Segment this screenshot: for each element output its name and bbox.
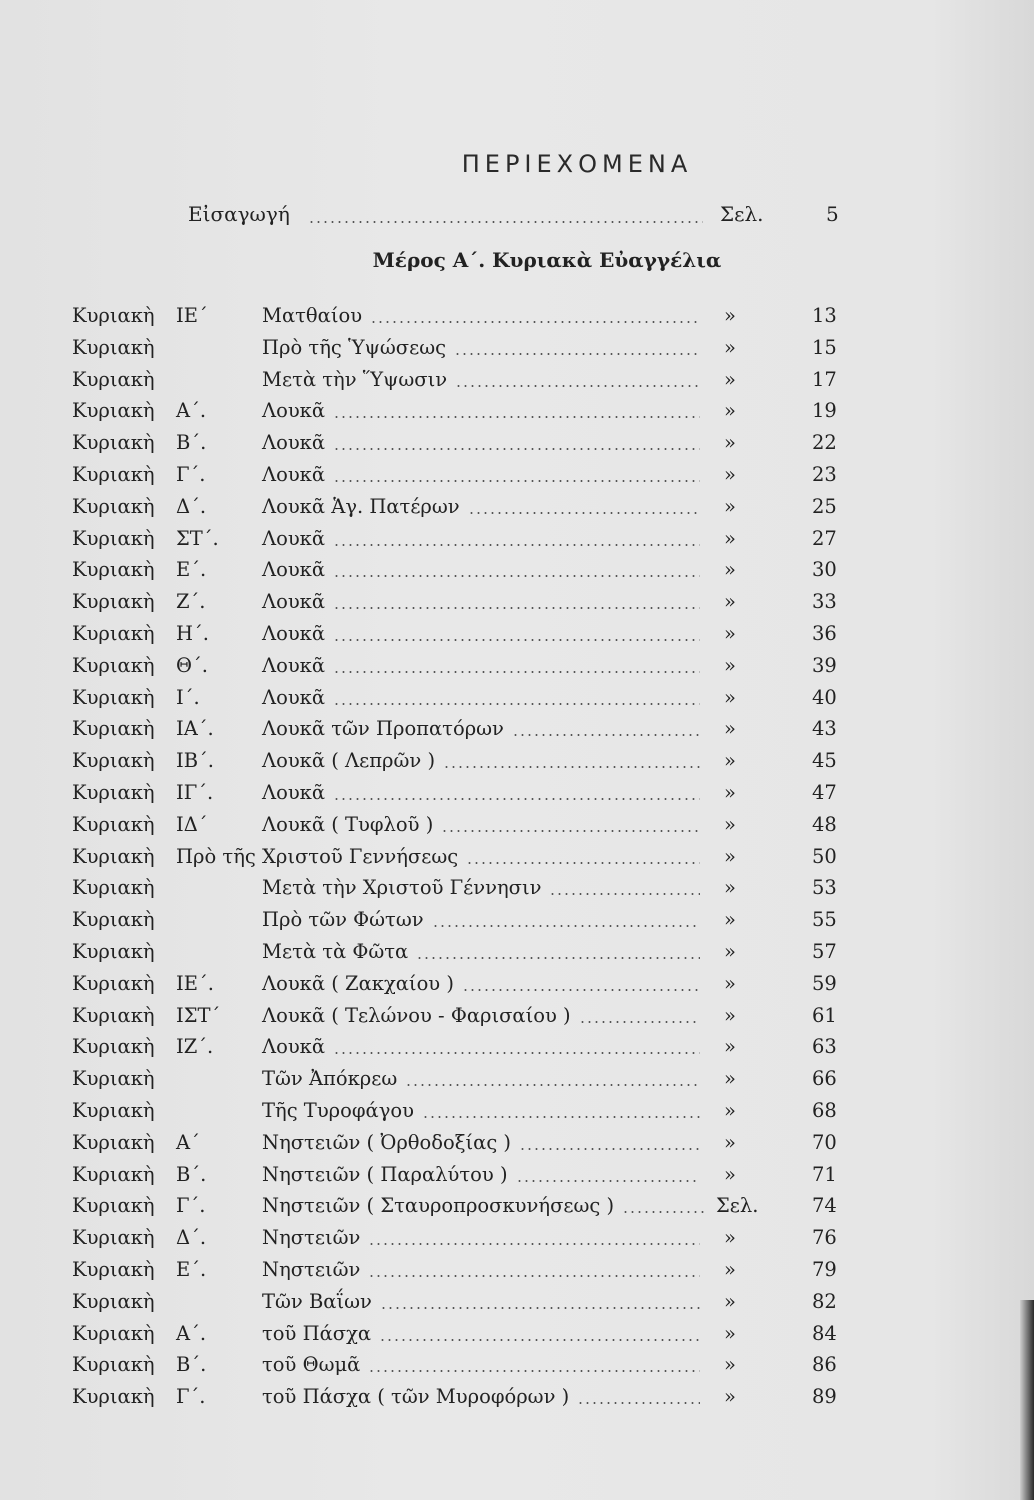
entry-page: 45 [812,749,837,773]
dot-leader [441,830,700,832]
entry-day: Κυριακὴ [72,1194,155,1218]
toc-row [0,745,1034,777]
dot-leader [577,1402,700,1404]
entry-mark: » [724,494,736,518]
dot-leader [333,480,700,482]
entry-title: Μετὰ τὴν Ὕψωσιν [262,367,448,391]
dot-leader [405,1084,700,1086]
entry-number: Γ΄. [176,1385,206,1409]
entry-number: Ε΄. [176,558,207,582]
dot-leader [368,1370,700,1372]
entry-number: ΣΤ΄. [176,526,219,550]
entry-page: 25 [812,494,837,518]
toc-row [0,1318,1034,1350]
entry-page: 57 [812,939,837,963]
entry-mark: » [724,1003,736,1027]
entry-title: Μετὰ τὴν Χριστοῦ Γέννησιν [262,876,542,900]
entry-day: Κυριακὴ [72,1353,155,1377]
entry-mark: » [724,558,736,582]
entry-mark: » [724,780,736,804]
entry-day: Κυριακὴ [72,621,155,645]
entry-day: Κυριακὴ [72,558,155,582]
entry-day: Κυριακὴ [72,653,155,677]
entry-day: Κυριακὴ [72,335,155,359]
dot-leader [333,448,700,450]
entry-mark: » [724,621,736,645]
entry-page: 53 [812,876,837,900]
toc-row [0,459,1034,491]
entry-title: Λουκᾶ ( Τελώνου - Φαρισαίου ) [262,1003,571,1027]
dot-leader [519,1148,700,1150]
entry-day: Κυριακὴ [72,1098,155,1122]
entry-mark: » [724,304,736,327]
entry-title: Λουκᾶ [262,653,326,677]
entry-page: 40 [812,685,837,709]
entry-mark: » [724,1098,736,1122]
entry-day: Κυριακὴ [72,844,155,868]
entry-mark: » [724,749,736,773]
dot-leader [549,893,700,895]
entry-day: Κυριακὴ [72,876,155,900]
dot-leader [422,1116,700,1118]
entry-page: 36 [812,621,837,645]
entry-page: 76 [812,1226,837,1250]
entry-day: Κυριακὴ [72,1035,155,1059]
entry-day: Κυριακὴ [72,494,155,518]
entry-number: ΙΔ΄ [176,812,208,836]
entry-mark: » [724,590,736,614]
entry-number: Γ΄. [176,1194,206,1218]
intro-row [188,202,843,242]
entry-page: 68 [812,1098,837,1122]
entry-page: 43 [812,717,837,741]
entry-page: 84 [812,1321,837,1345]
dot-leader [333,703,700,705]
entry-mark: » [724,367,736,391]
entry-number: ΙΣΤ΄ [176,1003,221,1027]
intro-page: 5 [826,202,839,226]
dot-leader [443,766,700,768]
entry-title: Πρὸ τῆς Ὑψώσεως [262,335,447,359]
entry-page: 55 [812,908,837,932]
entry-day: Κυριακὴ [72,1385,155,1409]
entry-page: 22 [812,431,837,455]
entry-page: 27 [812,526,837,550]
dot-leader [379,1339,700,1341]
entry-page: 70 [812,1130,837,1154]
dot-leader [468,512,700,514]
toc-row [0,586,1034,618]
entry-page: 86 [812,1353,837,1377]
entry-title: Λουκᾶ Ἁγ. Πατέρων [262,494,460,518]
entry-day: Κυριακὴ [72,1067,155,1091]
entry-day: Κυριακὴ [72,1257,155,1281]
entry-page: 19 [812,399,837,423]
toc-row [0,1000,1034,1032]
entry-title: τοῦ Πάσχα [262,1321,372,1345]
entry-number: Γ΄. [176,462,206,486]
entry-mark: » [724,844,736,868]
entry-day: Κυριακὴ [72,1226,155,1250]
toc-row [0,1127,1034,1159]
entry-mark: » [724,462,736,486]
entry-number: Α΄. [176,399,207,423]
dot-leader [416,957,700,959]
entry-number: Α΄. [176,1321,207,1345]
entry-number: Α΄ [176,1130,200,1154]
entry-mark: » [724,1321,736,1345]
entry-day: Κυριακὴ [72,812,155,836]
entry-number: Θ΄. [176,653,208,677]
entry-title: Λουκᾶ [262,1035,326,1059]
toc-row [0,1286,1034,1318]
entry-page: 15 [812,335,837,359]
entry-title: Λουκᾶ [262,685,326,709]
entry-title: Νηστειῶν [262,1226,361,1250]
entry-mark: » [724,526,736,550]
entry-title: Λουκᾶ [262,462,326,486]
entry-title: Λουκᾶ [262,399,326,423]
dot-leader [512,734,700,736]
toc-row [0,1381,1034,1413]
toc-row [0,300,1034,332]
entry-mark: » [724,908,736,932]
entry-day: Κυριακὴ [72,717,155,741]
entry-title: Ματθαίου [262,304,363,327]
entry-mark: » [724,1162,736,1186]
entry-title: Τῶν Ἀπόκρεω [262,1067,398,1091]
entry-title: Τῶν Βαΐων [262,1289,372,1313]
entry-mark: » [724,335,736,359]
entry-day: Κυριακὴ [72,590,155,614]
toc-row [0,1349,1034,1381]
toc-row [0,395,1034,427]
toc-row [0,618,1034,650]
entry-day: Κυριακὴ [72,1003,155,1027]
dot-leader [454,353,700,355]
entry-page: 82 [812,1289,837,1313]
dot-leader [516,1180,700,1182]
entry-day: Κυριακὴ [72,685,155,709]
toc-row [0,1031,1034,1063]
entry-number: Η΄. [176,621,209,645]
toc-row [0,1063,1034,1095]
entry-page: 74 [812,1194,837,1218]
entry-mark: Σελ. [716,1194,759,1218]
entry-page: 47 [812,780,837,804]
toc-row [0,682,1034,714]
entry-day: Κυριακὴ [72,1321,155,1345]
entry-day: Κυριακὴ [72,367,155,391]
toc-row [0,841,1034,873]
entry-number: ΙΖ΄. [176,1035,214,1059]
toc-row [0,1095,1034,1127]
dot-leader [370,321,700,323]
toc-row [0,491,1034,523]
entry-mark: » [724,939,736,963]
dot-leader [333,575,700,577]
toc-row [0,1222,1034,1254]
entry-number: ΙΓ΄. [176,780,214,804]
entry-mark: » [724,1289,736,1313]
dot-leader [333,798,700,800]
entry-title: Μετὰ τὰ Φῶτα [262,939,409,963]
entry-number: Β΄. [176,431,207,455]
dot-leader [462,989,700,991]
toc-row [0,523,1034,555]
intro-mark: Σελ. [720,202,764,226]
entry-day: Κυριακὴ [72,399,155,423]
dot-leader [308,221,703,223]
toc-row [0,936,1034,968]
entry-number: Β΄. [176,1162,207,1186]
entry-title: Νηστειῶν ( Παραλύτου ) [262,1162,508,1186]
entry-page: 13 [812,304,837,327]
entry-page: 71 [812,1162,837,1186]
toc-row [0,1190,1034,1222]
dot-leader [622,1211,708,1213]
entry-page: 33 [812,590,837,614]
entry-day: Κυριακὴ [72,1289,155,1313]
entry-page: 66 [812,1067,837,1091]
entry-number: ΙΕ΄ [176,304,208,327]
entry-day: Κυριακὴ [72,462,155,486]
entry-title: Πρὸ τῆς Χριστοῦ Γεννήσεως [176,844,459,868]
toc-row [0,713,1034,745]
entry-page: 61 [812,1003,837,1027]
entry-mark: » [724,876,736,900]
entry-title: Λουκᾶ [262,526,326,550]
entry-number: Ι΄. [176,685,200,709]
entry-mark: » [724,399,736,423]
entry-day: Κυριακὴ [72,526,155,550]
toc-row [0,904,1034,936]
entry-mark: » [724,812,736,836]
entry-number: ΙΑ΄. [176,717,214,741]
entry-page: 89 [812,1385,837,1409]
entry-day: Κυριακὴ [72,908,155,932]
entry-day: Κυριακὴ [72,304,155,327]
dot-leader [368,1275,700,1277]
entry-page: 79 [812,1257,837,1281]
toc-row [0,1254,1034,1286]
entry-title: τοῦ Θωμᾶ [262,1353,361,1377]
entry-number: Δ΄. [176,1226,207,1250]
entry-page: 63 [812,1035,837,1059]
entry-page: 17 [812,367,837,391]
entry-title: Νηστειῶν ( Σταυροπροσκυνήσεως ) [262,1194,615,1218]
entry-mark: » [724,1385,736,1409]
entry-title: Λουκᾶ [262,590,326,614]
entry-number: Ζ΄. [176,590,206,614]
entry-day: Κυριακὴ [72,431,155,455]
dot-leader [432,925,700,927]
dot-leader [333,639,700,641]
toc-row [0,650,1034,682]
entry-title: τοῦ Πάσχα ( τῶν Μυροφόρων ) [262,1385,570,1409]
entry-title: Λουκᾶ [262,780,326,804]
entry-number: ΙΒ΄. [176,749,214,773]
dot-leader [380,1307,700,1309]
toc-row [0,332,1034,364]
entry-day: Κυριακὴ [72,1130,155,1154]
entry-number: Ε΄. [176,1257,207,1281]
entry-number: Β΄. [176,1353,207,1377]
entry-mark: » [724,431,736,455]
entry-mark: » [724,717,736,741]
entry-page: 30 [812,558,837,582]
intro-label: Εἰσαγωγή [188,202,290,226]
entry-title: Τῆς Τυροφάγου [262,1098,414,1122]
entry-mark: » [724,1226,736,1250]
entry-title: Λουκᾶ ( Ζακχαίου ) [262,971,454,995]
entry-title: Νηστειῶν [262,1257,361,1281]
toc-row [0,364,1034,396]
entry-day: Κυριακὴ [72,939,155,963]
dot-leader [333,671,700,673]
toc-entries [0,300,1034,1413]
page-title: ΠΕΡΙΕΧΟΜΕΝΑ [461,150,693,178]
entry-page: 48 [812,812,837,836]
entry-page: 39 [812,653,837,677]
toc-row [0,809,1034,841]
toc-row [0,872,1034,904]
entry-mark: » [724,1130,736,1154]
entry-title: Λουκᾶ ( Λεπρῶν ) [262,749,436,773]
entry-mark: » [724,971,736,995]
entry-mark: » [724,1257,736,1281]
toc-row [0,777,1034,809]
entry-day: Κυριακὴ [72,749,155,773]
entry-day: Κυριακὴ [72,780,155,804]
toc-row [0,1159,1034,1191]
entry-number: ΙΕ΄. [176,971,214,995]
entry-mark: » [724,1035,736,1059]
dot-leader [333,544,700,546]
toc-row [0,554,1034,586]
entry-day: Κυριακὴ [72,971,155,995]
entry-day: Κυριακὴ [72,1162,155,1186]
entry-title: Νηστειῶν ( Ὀρθοδοξίας ) [262,1130,512,1154]
toc-row [0,427,1034,459]
entry-page: 50 [812,844,837,868]
section-title: Μέρος Α΄. Κυριακὰ Εὐαγγέλια [372,248,722,272]
entry-mark: » [724,1067,736,1091]
toc-row [0,968,1034,1000]
entry-mark: » [724,685,736,709]
entry-title: Λουκᾶ [262,621,326,645]
dot-leader [579,1021,700,1023]
entry-mark: » [724,1353,736,1377]
entry-title: Λουκᾶ ( Τυφλοῦ ) [262,812,434,836]
dot-leader [466,862,700,864]
entry-title: Λουκᾶ [262,558,326,582]
entry-number: Δ΄. [176,494,207,518]
dot-leader [333,1052,700,1054]
entry-mark: » [724,653,736,677]
dot-leader [333,607,700,609]
entry-page: 23 [812,462,837,486]
dot-leader [368,1243,700,1245]
dot-leader [333,416,700,418]
entry-page: 59 [812,971,837,995]
entry-title: Πρὸ τῶν Φώτων [262,908,424,932]
entry-title: Λουκᾶ τῶν Προπατόρων [262,717,504,741]
entry-title: Λουκᾶ [262,431,326,455]
dot-leader [455,385,700,387]
